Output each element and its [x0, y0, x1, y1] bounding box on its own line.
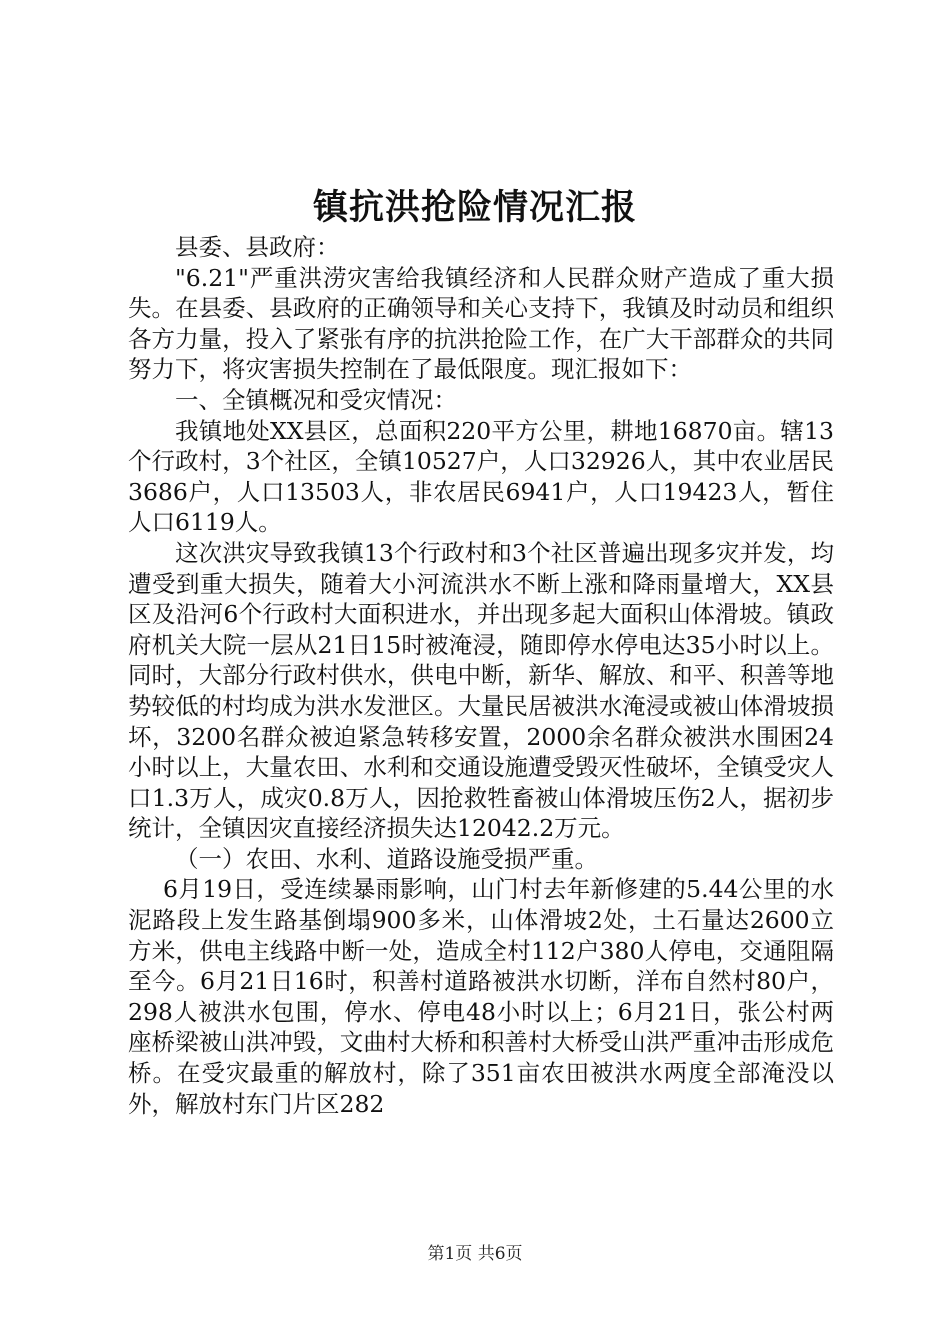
- salutation: 县委、县政府：: [175, 233, 340, 261]
- document-title: 镇抗洪抢险情况汇报: [312, 187, 637, 228]
- disaster-paragraph: 这次洪灾导致我镇13个行政村和3个社区普遍出现多灾并发，均遭受到重大损失，随着大小河流洪水不断上涨和降雨量增大，XX县区及沿河6个行政村大面积进水，并出现多起大面积山体滑坡。镇政府机关大院一层从21日15时被淹浸，随即停水停电达35小时以上。同时，大部分行政村供水，供电中断，新华、解放、和平、积善等地势较低的村均成为洪水发泄区。大量民居被洪水淹浸或被山体滑坡损坏，3200名群众被迫紧急转移安置，2000余名群众被洪水围困24小时以上，大量农田、水利和交通设施遭受毁灭性破坏，全镇受灾人口1.3万人，成灾0.8万人，因抢救牲畜被山体滑坡压伤2人，据初步统计，全镇因灾直接经济损失达12042.2万元。: [128, 538, 834, 843]
- document-body: [128, 232, 834, 1119]
- subsection-heading-infrastructure: （一）农田、水利、道路设施受损严重。: [175, 844, 598, 873]
- page-footer: 第1页 共6页: [427, 1244, 523, 1264]
- infrastructure-paragraph: 6月19日，受连续暴雨影响，山门村去年新修建的5.44公里的水泥路段上发生路基倒塌900多米，山体滑坡2处，土石量达2600立方米，供电主线路中断一处，造成全村112户380人停电，交通阻隔至今。6月21日16时，积善村道路被洪水切断，洋布自然村80户，298人被洪水包围，停水、停电48小时以上；6月21日，张公村两座桥梁被山洪冲毁，文曲村大桥和积善村大桥受山洪严重冲击形成危桥。在受灾最重的解放村，除了351亩农田被洪水两度全部淹没以外，解放村东门片区282: [128, 875, 834, 1118]
- overview-paragraph: 我镇地处XX县区，总面积220平方公里，耕地16870亩。辖13个行政村，3个社区，全镇10527户，人口32926人，其中农业居民3686户，人口13503人，非农居民6941户，人口19423人，暂住人口6119人。: [128, 416, 834, 537]
- section-heading-overview: 一、全镇概况和受灾情况：: [175, 385, 457, 414]
- intro-paragraph: "6.21"严重洪涝灾害给我镇经济和人民群众财产造成了重大损失。在县委、县政府的正确领导和关心支持下，我镇及时动员和组织各方力量，投入了紧张有序的抗洪抢险工作，在广大干部群众的共同努力下，将灾害损失控制在了最低限度。现汇报如下：: [128, 263, 834, 384]
